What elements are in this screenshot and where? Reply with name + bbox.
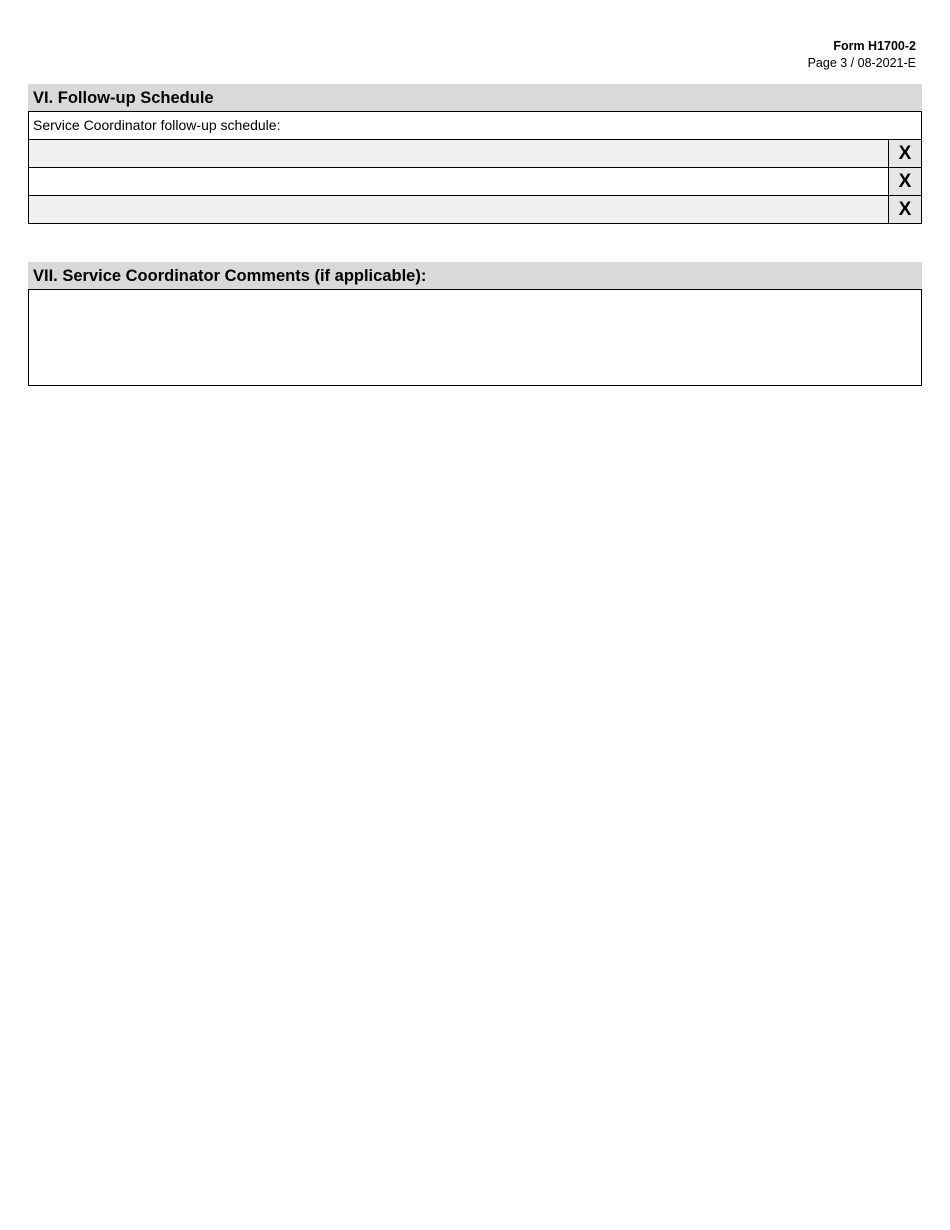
schedule-row-2: [28, 168, 922, 196]
page-info: Page 3 / 08-2021-E: [807, 56, 916, 70]
section-follow-up-schedule: [28, 84, 922, 224]
clear-schedule-button-1[interactable]: X: [888, 140, 921, 167]
schedule-input-2[interactable]: [29, 168, 888, 195]
section-coordinator-comments: [28, 262, 922, 386]
form-header: [808, 38, 916, 72]
clear-schedule-button-2[interactable]: X: [888, 168, 921, 195]
comments-textarea[interactable]: [28, 290, 922, 386]
clear-schedule-button-3[interactable]: X: [888, 196, 921, 223]
schedule-row-3: [28, 196, 922, 224]
schedule-row-1: [28, 140, 922, 168]
schedule-input-1[interactable]: [29, 140, 888, 167]
schedule-input-3[interactable]: [29, 196, 888, 223]
section-title: VI. Follow-up Schedule: [28, 84, 922, 112]
follow-up-schedule-label: Service Coordinator follow-up schedule:: [28, 112, 922, 140]
section-title: VII. Service Coordinator Comments (if applicable):: [28, 262, 922, 290]
form-number: Form H1700-2: [833, 39, 916, 53]
